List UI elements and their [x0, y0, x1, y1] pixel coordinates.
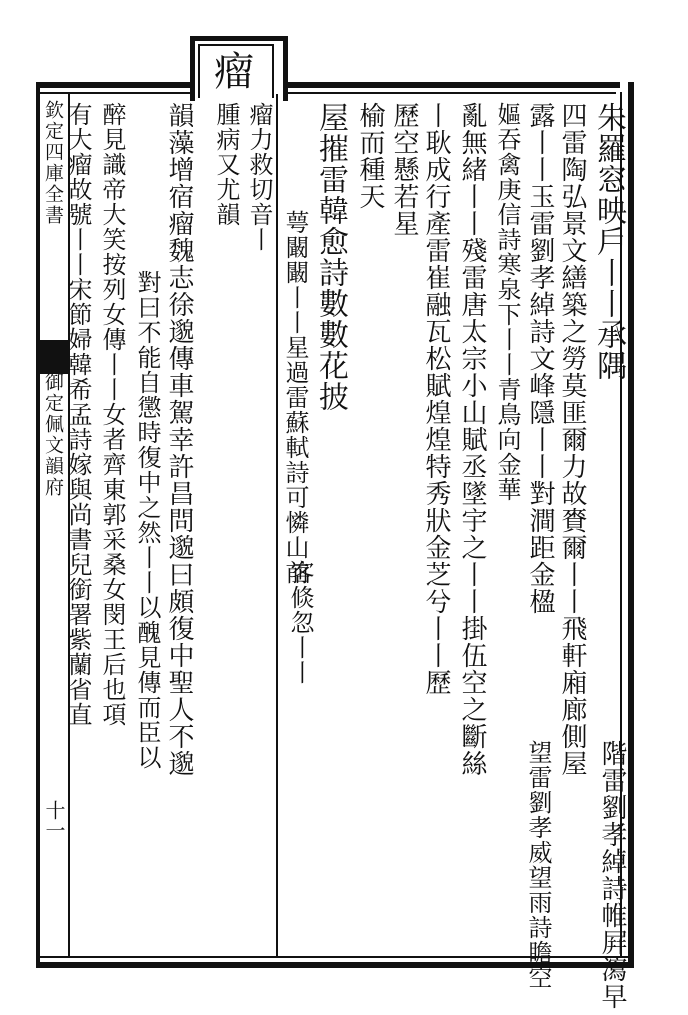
text-column-5: 嫗吞禽庚信詩寒泉下丨丨青鳥向金華	[493, 102, 521, 502]
text-column-1: 朱羅窓映戶丨丨承隅	[591, 102, 626, 381]
text-column-17: 對曰不能自懲時復中之然丨丨以醜見傳而臣以	[133, 270, 161, 770]
text-column-7: 亂無緒丨丨殘雷唐太宗小山賦丞墜宇之丨丨掛伍空之斷絲	[457, 102, 487, 777]
text-column-3: 階雷劉孝綽詩帷屛瀉早	[597, 740, 627, 1010]
text-column-6: 望雷劉孝威望雨詩瞻空	[524, 740, 552, 990]
frame-top-rule-right	[270, 82, 620, 88]
text-column-15: 腫病又尤韻	[212, 102, 240, 227]
text-column-4: 露丨丨玉雷劉孝綽詩文峰隱丨丨對澗距金楹	[525, 102, 555, 615]
text-column-14: 瘤力救切音丨	[245, 102, 273, 252]
text-column-19: 有大瘤故號丨丨宋節婦韓希孟詩嫁與尚書兒銜署紫蘭省直	[64, 102, 92, 727]
text-column-12: 萼闞闞丨丨星過雷蘇軾詩可憐山前	[281, 210, 309, 585]
heading-character: 瘤	[214, 49, 254, 95]
text-column-13: 客倐忽丨丨	[286, 560, 314, 685]
text-column-2: 四雷陶弘景文繕築之勞莫匪爾力故賚爾丨丨飛軒廂廊側屋	[557, 102, 587, 777]
text-column-18: 醉見識帝大笑按列女傳丨丨女者齊東郭采桑女閔王后也項	[98, 102, 126, 727]
frame-top-inner-rule	[36, 92, 616, 94]
text-column-10: 榆而種天	[355, 102, 385, 210]
text-column-11: 屋摧雷韓愈詩數數花披	[313, 102, 348, 412]
section-divider	[276, 94, 278, 956]
spine-book-title: 御定佩文韻府	[42, 372, 64, 498]
text-column-8: 丨耿成行產雷崔融瓦松賦煌煌特秀狀金芝兮丨丨歷	[421, 102, 451, 696]
spine-title: 欽定四庫全書	[42, 100, 64, 226]
page-number: 十一	[42, 800, 66, 840]
text-column-16: 韻藻增宿瘤魏志徐邈傳車駕幸許昌問邈曰頗復中聖人不邈	[164, 102, 194, 777]
text-column-9: 歷空懸若星	[389, 102, 419, 237]
frame-top-rule-left	[36, 82, 196, 88]
